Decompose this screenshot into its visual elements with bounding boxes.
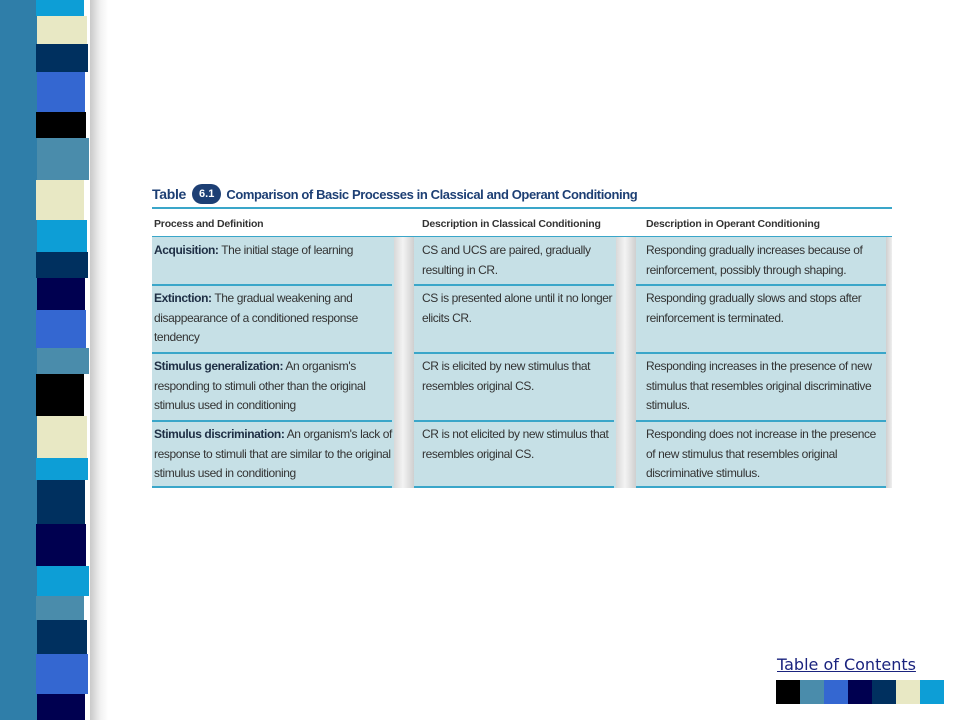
row-rule [636,284,886,286]
process-definition: The initial stage of learning [218,243,354,257]
strip-block [36,524,86,566]
table-row [152,421,886,488]
cell-operant: Responding gradually increases because of reinforcement, possibly through shaping. [646,243,863,277]
header-operant: Description in Operant Conditioning [646,218,820,230]
process-term: Stimulus generalization: [154,359,284,373]
nav-swatch [848,680,872,704]
row-rule [152,420,392,422]
cell-operant: Responding gradually slows and stops after reinforcement is terminated. [646,291,862,325]
row-rule [636,352,886,354]
strip-blocks [0,0,90,720]
table-number-badge: 6.1 [192,184,221,204]
row-rule [636,486,886,488]
table-row [152,353,886,421]
process-definition: The gradual weakening and disappearance of a conditioned response tendency [154,291,358,344]
row-rule [414,486,614,488]
column-separator [886,237,892,488]
strip-block [36,654,88,694]
nav-swatch [776,680,800,704]
strip-block [36,252,88,278]
strip-block [36,596,84,620]
cell-classical: CS is presented alone until it no longer elicits CR. [422,291,613,325]
strip-block [36,458,88,480]
row-rule [636,420,886,422]
row-rule [152,284,392,286]
strip-block [37,480,85,524]
strip-block [37,16,87,44]
strip-block [36,310,86,348]
process-term: Acquisition: [154,243,219,257]
nav-swatch [920,680,944,704]
table-header [152,209,892,237]
nav-swatch [824,680,848,704]
strip-block [36,0,84,16]
table-title [152,182,892,209]
header-process: Process and Definition [154,218,264,230]
strip-block [37,138,89,180]
process-definition: An organism's responding to stimuli other than the original stimulus used in conditioning [154,359,366,412]
strip-block [37,348,89,374]
table-row [152,237,886,285]
strip-block [36,180,84,220]
row-rule [414,284,614,286]
table-figure [152,182,892,488]
table-of-contents-link[interactable]: Table of Contents [777,655,916,674]
strip-block [37,416,87,458]
table-caption: Comparison of Basic Processes in Classical and Operant Conditioning [226,186,638,202]
row-rule [414,420,614,422]
nav-swatch [800,680,824,704]
process-definition: An organism's lack of response to stimuli that are similar to the original stimulus used in conditioning [154,427,392,480]
table-body [152,237,892,488]
row-rule [152,352,392,354]
cell-classical: CR is elicited by new stimulus that resembles original CS. [422,359,591,393]
table-label: Table [152,186,187,202]
cell-operant: Responding does not increase in the presence of new stimulus that resembles original discriminative stimulus. [646,427,876,480]
strip-shadow [90,0,108,720]
cell-process [154,357,392,416]
row-rule [414,352,614,354]
decorative-strip [0,0,108,720]
cell-operant: Responding increases in the presence of new stimulus that resembles original discriminative stimulus. [646,359,872,412]
strip-block [37,220,87,252]
strip-block [36,112,86,138]
process-term: Stimulus discrimination: [154,427,285,441]
cell-process [154,289,392,348]
process-term: Extinction: [154,291,212,305]
strip-block [36,374,84,416]
nav-swatch-bar [776,680,944,704]
cell-process [154,241,392,261]
strip-block [37,278,85,310]
header-classical: Description in Classical Conditioning [422,218,601,230]
row-rule [152,486,392,488]
strip-block [37,694,85,720]
cell-process [154,425,392,484]
table-row [152,285,886,353]
cell-classical: CR is not elicited by new stimulus that resembles original CS. [422,427,609,461]
strip-block [37,566,89,596]
strip-block [37,72,85,112]
cell-classical: CS and UCS are paired, gradually resulting in CR. [422,243,591,277]
strip-block [36,44,88,72]
nav-swatch [896,680,920,704]
nav-swatch [872,680,896,704]
strip-block [37,620,87,654]
